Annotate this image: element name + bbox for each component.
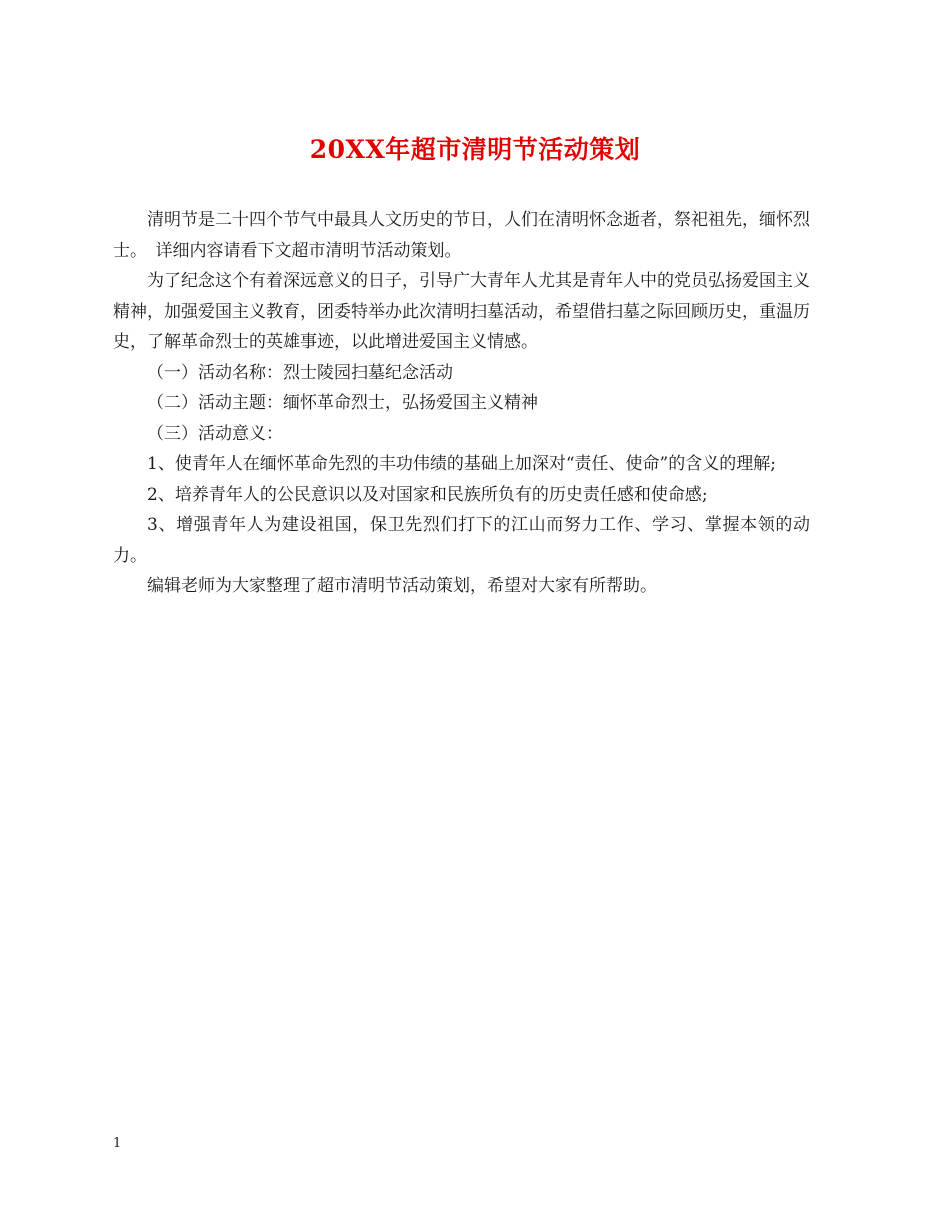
- paragraph-significance-3: 3、增强青年人为建设祖国，保卫先烈们打下的江山而努力工作、学习、掌握本领的动力。: [113, 515, 810, 566]
- paragraph-activity-theme: （二）活动主题：缅怀革命烈士，弘扬爱国主义精神: [147, 393, 538, 413]
- page-number: 1: [113, 1136, 122, 1151]
- paragraph-activity-significance: （三）活动意义：: [147, 423, 283, 444]
- paragraph-significance-2: 2、培养青年人的公民意识以及对国家和民族所负有的历史责任感和使命感;: [147, 484, 708, 505]
- paragraph-closing: 编辑老师为大家整理了超市清明节活动策划，希望对大家有所帮助。: [147, 576, 657, 596]
- paragraph-activity-name: （一）活动名称：烈士陵园扫墓纪念活动: [147, 362, 453, 383]
- paragraph-purpose: 为了纪念这个有着深远意义的日子，引导广大青年人尤其是青年人中的党员弘扬爱国主义精神，加强爱国主义教育，团委特举办此次清明扫墓活动，希望借扫墓之际回顾历史，重温历史，了解革命烈士的英雄事迹，以此增进爱国主义情感。: [113, 271, 810, 352]
- paragraph-intro: 清明节是二十四个节气中最具人文历史的节日，人们在清明怀念逝者，祭祀祖先，缅怀烈士。 详细内容请看下文超市清明节活动策划。: [113, 210, 810, 261]
- paragraph-significance-1: 1、使青年人在缅怀革命先烈的丰功伟绩的基础上加深对“责任、使命”的含义的理解;: [147, 454, 776, 474]
- document-title: 20XX年超市清明节活动策划: [309, 135, 641, 164]
- document-body: [113, 205, 810, 602]
